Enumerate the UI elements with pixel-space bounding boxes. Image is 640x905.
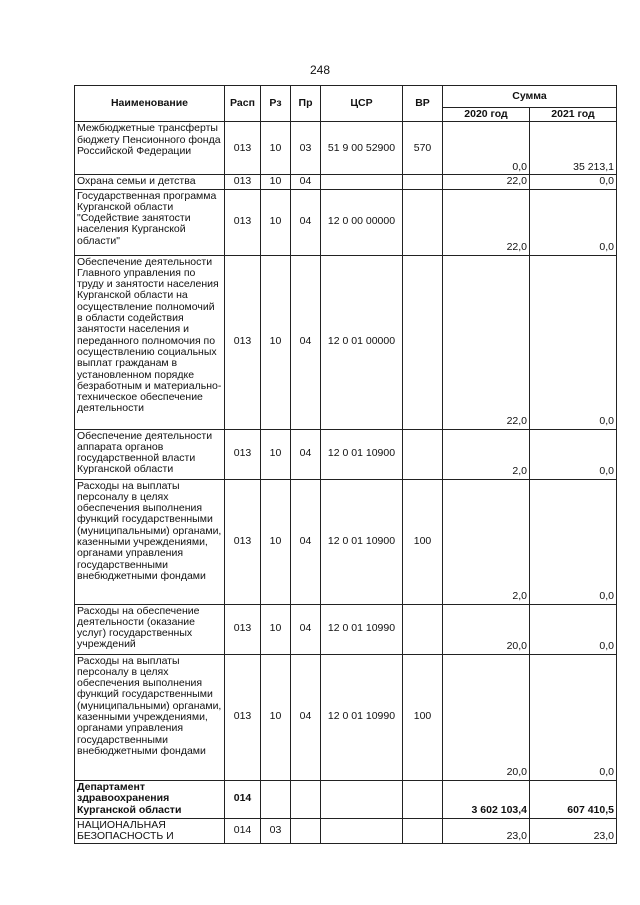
row-name: Расходы на выплаты персоналу в целях обеспечения выполнения функций государственными (муниципальными) органами, казенными учреждениями, органами управления государственными внебюджетными фондами [75,654,225,780]
row-rz: 10 [261,654,291,780]
row-rz: 10 [261,189,291,255]
row-rz: 10 [261,604,291,654]
row-sum-2021: 607 410,5 [530,780,617,818]
row-sum-2020: 20,0 [443,604,530,654]
table-row [75,175,617,189]
header-vr: ВР [403,86,443,122]
row-csr: 12 0 01 10900 [321,429,403,479]
row-rz: 03 [261,818,291,844]
row-rz: 10 [261,255,291,429]
row-name: Обеспечение деятельности аппарата органов государственной власти Курганской области [75,429,225,479]
row-sum-2021: 0,0 [530,479,617,604]
row-pr: 04 [291,175,321,189]
row-sum-2021: 0,0 [530,604,617,654]
table-row [75,255,617,429]
row-vr: 100 [403,654,443,780]
header-rasp: Расп [225,86,261,122]
row-vr [403,429,443,479]
row-sum-2021: 0,0 [530,429,617,479]
row-rz: 10 [261,429,291,479]
row-rasp: 013 [225,479,261,604]
row-name: Обеспечение деятельности Главного управления по труду и занятости населения Курганской области на осуществление полномочий в области содействия занятости населения и переданного полномочия по осуществлению социальных выплат гражданам в установленном порядке безработным и материально-техническое обеспечение деятельности [75,255,225,429]
row-pr: 04 [291,604,321,654]
table-row [75,654,617,780]
row-rasp: 013 [225,429,261,479]
row-vr: 570 [403,122,443,175]
header-sum: Сумма [443,86,617,108]
row-name: Государственная программа Курганской области "Содействие занятости населения Курганской области" [75,189,225,255]
budget-table [74,85,617,844]
row-csr: 12 0 00 00000 [321,189,403,255]
row-name: НАЦИОНАЛЬНАЯ БЕЗОПАСНОСТЬ И [75,818,225,844]
row-vr [403,604,443,654]
row-sum-2020: 22,0 [443,189,530,255]
row-pr: 04 [291,429,321,479]
row-csr: 12 0 01 00000 [321,255,403,429]
row-rz: 10 [261,122,291,175]
row-rasp: 013 [225,122,261,175]
row-sum-2020: 22,0 [443,255,530,429]
row-rz: 10 [261,175,291,189]
row-pr [291,780,321,818]
table-row [75,479,617,604]
row-sum-2021: 0,0 [530,255,617,429]
header-year-2020: 2020 год [443,108,530,122]
row-rasp: 013 [225,654,261,780]
row-vr [403,255,443,429]
row-rasp: 014 [225,780,261,818]
table-row [75,818,617,844]
row-csr: 12 0 01 10990 [321,604,403,654]
row-csr: 51 9 00 52900 [321,122,403,175]
row-sum-2020: 23,0 [443,818,530,844]
row-name: Расходы на обеспечение деятельности (оказание услуг) государственных учреждений [75,604,225,654]
row-vr [403,175,443,189]
row-csr: 12 0 01 10990 [321,654,403,780]
row-name: Департамент здравоохранения Курганской области [75,780,225,818]
row-name: Охрана семьи и детства [75,175,225,189]
table-row [75,189,617,255]
row-rz: 10 [261,479,291,604]
row-rasp: 013 [225,255,261,429]
row-pr [291,818,321,844]
row-csr [321,780,403,818]
row-sum-2021: 23,0 [530,818,617,844]
table-row [75,429,617,479]
row-pr: 04 [291,479,321,604]
row-csr: 12 0 01 10900 [321,479,403,604]
row-sum-2021: 35 213,1 [530,122,617,175]
row-pr: 04 [291,189,321,255]
row-vr [403,780,443,818]
row-vr [403,818,443,844]
row-rasp: 014 [225,818,261,844]
row-rasp: 013 [225,189,261,255]
row-csr [321,175,403,189]
header-year-2021: 2021 год [530,108,617,122]
row-sum-2021: 0,0 [530,175,617,189]
row-vr: 100 [403,479,443,604]
row-sum-2020: 2,0 [443,479,530,604]
row-pr: 04 [291,654,321,780]
page-number: 248 [309,63,331,77]
row-csr [321,818,403,844]
row-name: Расходы на выплаты персоналу в целях обеспечения выполнения функций государственными (муниципальными) органами, казенными учреждениями, органами управления государственными внебюджетными фондами [75,479,225,604]
row-sum-2021: 0,0 [530,654,617,780]
row-sum-2020: 0,0 [443,122,530,175]
row-pr: 04 [291,255,321,429]
row-sum-2020: 20,0 [443,654,530,780]
row-rz [261,780,291,818]
row-sum-2020: 3 602 103,4 [443,780,530,818]
header-pr: Пр [291,86,321,122]
row-rasp: 013 [225,604,261,654]
row-name: Межбюджетные трансферты бюджету Пенсионного фонда Российской Федерации [75,122,225,175]
row-sum-2020: 2,0 [443,429,530,479]
row-sum-2020: 22,0 [443,175,530,189]
table-row [75,780,617,818]
row-vr [403,189,443,255]
header-rz: Рз [261,86,291,122]
table-row [75,604,617,654]
header-csr: ЦСР [321,86,403,122]
row-pr: 03 [291,122,321,175]
row-sum-2021: 0,0 [530,189,617,255]
row-rasp: 013 [225,175,261,189]
table-row [75,122,617,175]
header-name: Наименование [75,86,225,122]
